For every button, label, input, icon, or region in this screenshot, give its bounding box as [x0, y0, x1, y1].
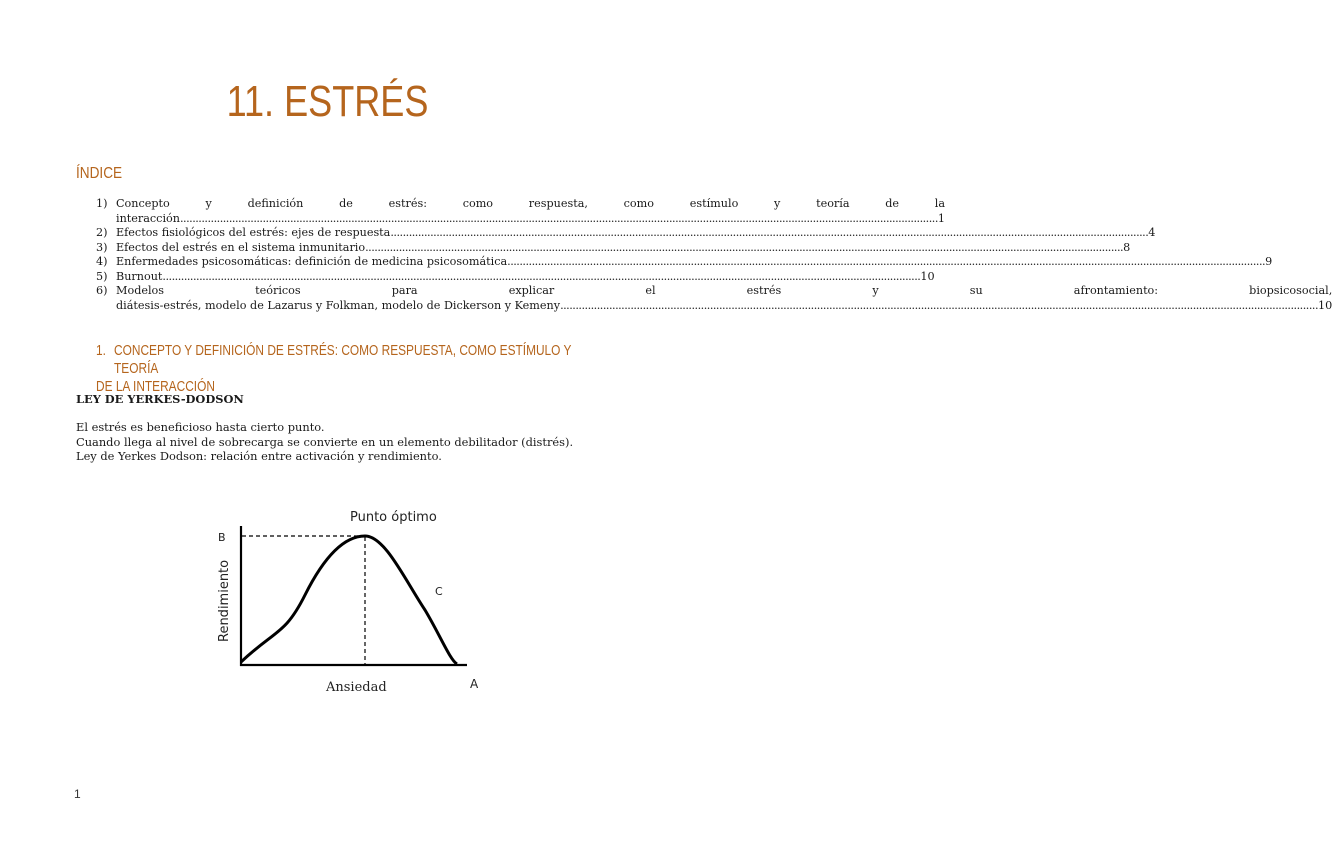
x-axis-label: Ansiedad	[326, 680, 387, 695]
section-title-line-2: DE LA INTERACCIÓN	[96, 379, 215, 395]
table-of-contents	[96, 197, 1332, 313]
toc-page-number: 10	[1318, 298, 1332, 312]
toc-item-number: 2)	[96, 226, 108, 239]
point-a-label: A	[470, 677, 479, 691]
toc-item-number: 5)	[96, 269, 108, 283]
document-title: 11. ESTRÉS	[226, 77, 429, 126]
toc-item-text: Burnout	[116, 269, 163, 283]
toc-item-2[interactable]	[96, 226, 1156, 241]
toc-item-number: 4)	[96, 255, 108, 268]
toc-item-text: Modelos teóricos para explicar el estrés y su afrontamiento: biopsicosocial,	[116, 284, 1332, 297]
point-b-label: B	[218, 531, 226, 544]
toc-item-text: interacción	[116, 211, 180, 225]
body-line-3: Ley de Yerkes Dodson: relación entre activación y rendimiento.	[76, 449, 442, 464]
toc-page-number: 8	[1123, 240, 1131, 254]
section-title-line-1: CONCEPTO Y DEFINICIÓN DE ESTRÉS: COMO RESPUESTA, COMO ESTÍMULO Y TEORÍA	[114, 343, 572, 377]
performance-curve	[241, 536, 457, 664]
toc-item-text: Efectos del estrés en el sistema inmunitario	[116, 240, 366, 254]
y-axis-label: Rendimiento	[217, 559, 232, 642]
body-line-1: El estrés es beneficioso hasta cierto punto.	[76, 420, 325, 434]
toc-leader-dots	[180, 212, 938, 227]
toc-item-3[interactable]	[96, 240, 1131, 256]
toc-item-text: Concepto y definición de estrés: como respuesta, como estímulo y teoría de la	[116, 197, 946, 210]
subsection-heading: LEY DE YERKES-DODSON	[76, 392, 244, 406]
toc-leader-dots	[162, 270, 920, 285]
yerkes-dodson-figure	[205, 500, 495, 700]
body-line-2: Cuando llega al nivel de sobrecarga se convierte en un elemento debilitador (distrés).	[76, 434, 574, 449]
toc-item-number: 6)	[96, 284, 108, 297]
toc-page-number: 1	[937, 211, 946, 225]
body-paragraph	[76, 420, 573, 464]
toc-item-6[interactable]	[96, 284, 1332, 313]
point-c-label: C	[435, 585, 443, 598]
toc-page-number: 9	[1265, 255, 1273, 268]
toc-page-number: 10	[920, 269, 935, 283]
toc-item-text: Efectos fisiológicos del estrés: ejes de respuesta	[116, 226, 391, 239]
toc-item-number: 1)	[96, 197, 108, 210]
toc-leader-dots	[365, 241, 1123, 256]
page-number: 1	[74, 787, 81, 801]
toc-item-text: Enfermedades psicosomáticas: definición de medicina psicosomática	[116, 255, 508, 268]
section-number: 1.	[96, 343, 106, 359]
toc-leader-dots	[560, 299, 1318, 314]
toc-page-number: 4	[1148, 226, 1156, 239]
section-heading	[96, 342, 588, 396]
toc-item-4[interactable]	[96, 255, 1273, 270]
toc-item-1[interactable]	[96, 197, 946, 226]
toc-item-number: 3)	[96, 240, 108, 254]
peak-label: Punto óptimo	[350, 510, 437, 525]
toc-leader-dots	[390, 226, 1148, 241]
toc-leader-dots	[507, 255, 1265, 270]
toc-item-text: diátesis-estrés, modelo de Lazarus y Folkman, modelo de Dickerson y Kemeny	[116, 298, 561, 312]
index-heading: ÍNDICE	[76, 165, 123, 182]
toc-item-5[interactable]	[96, 269, 935, 285]
